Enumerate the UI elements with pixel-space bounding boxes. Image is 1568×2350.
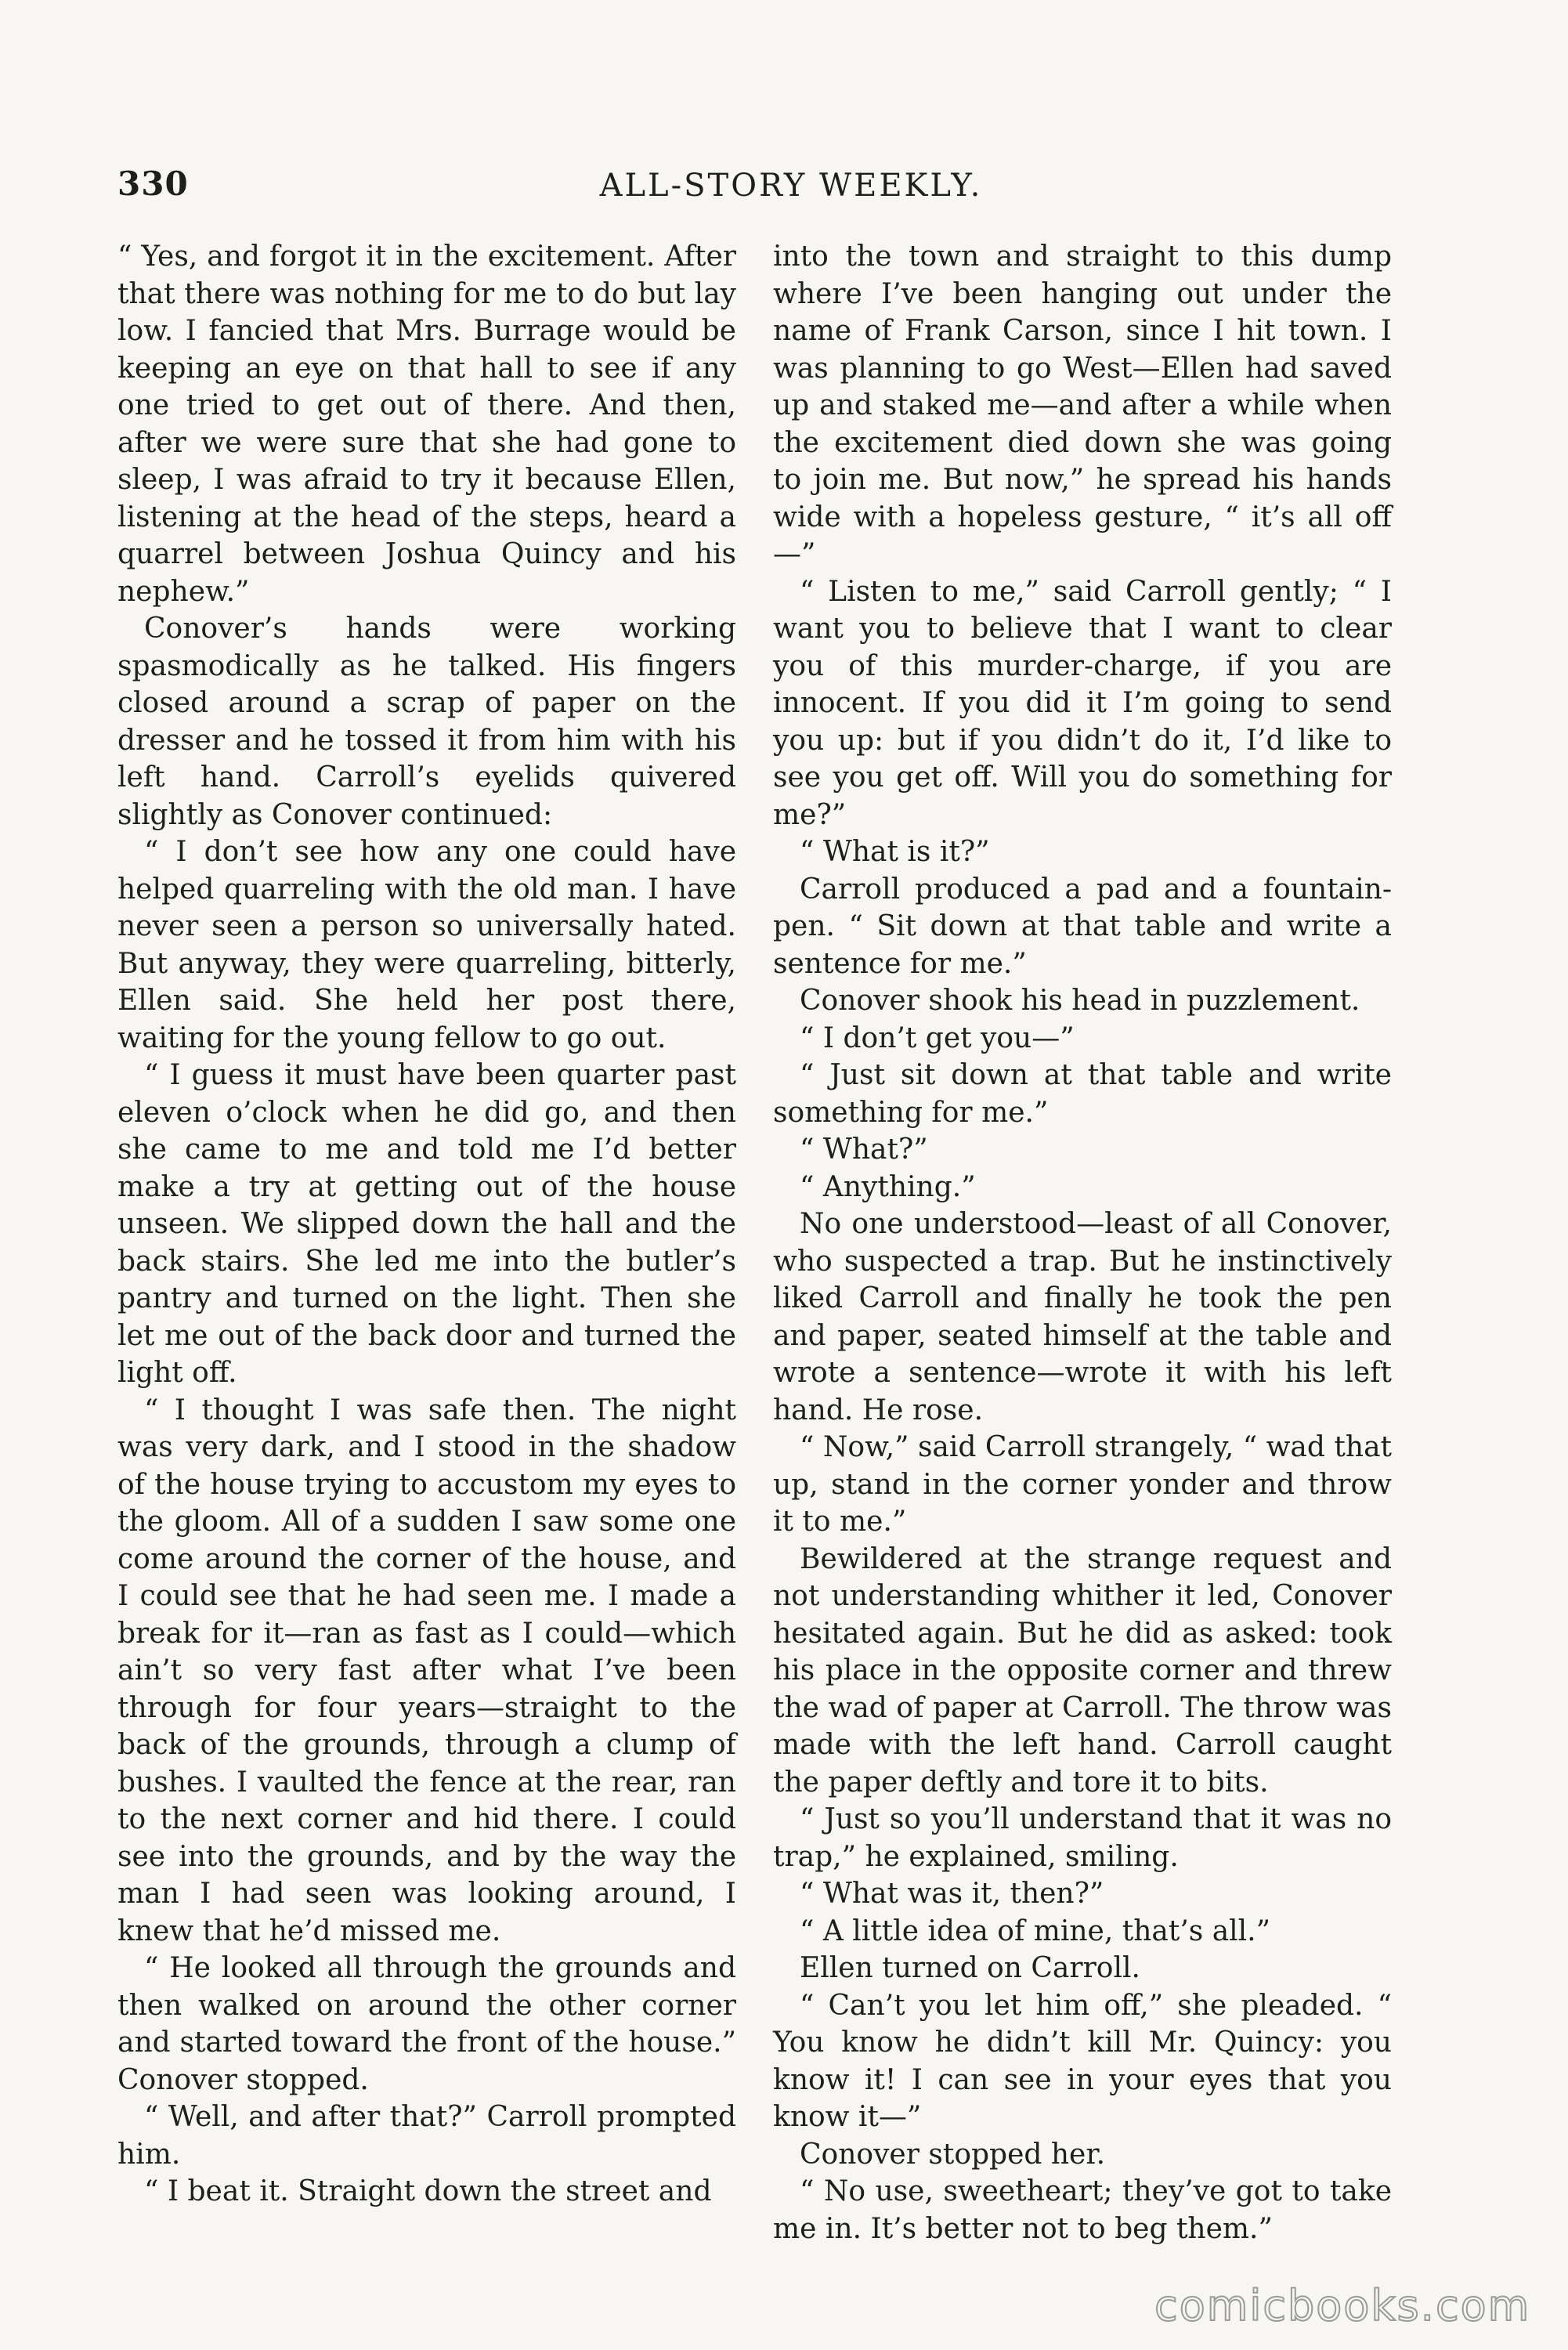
page-number: 330 <box>117 164 189 203</box>
paragraph: “ What was it, then?” <box>800 1878 1104 1910</box>
paragraph: “ Listen to me,” said Carroll gently; “ I want you to believe that I want to clear you of this murder-charge, if you are innocent. If you did it I’m going to send you up: but if you didn’t do it, I’d like to see you get off. Will you do something for me?” <box>773 575 1392 831</box>
right-column <box>773 238 1392 2247</box>
paragraph: No one understood—least of all Conover, who suspected a trap. But he instinctively liked Carroll and finally he took the pen and paper, seated himself at the table and wrote a sentence—wrote it with his left hand. He rose. <box>773 1208 1392 1426</box>
left-column <box>117 238 736 2211</box>
paragraph: “ Now,” said Carroll strangely, “ wad that up, stand in the corner yonder and throw it to me.” <box>773 1431 1392 1538</box>
paragraph: Bewildered at the strange request and not understanding whither it led, Conover hesitated again. But he did as asked: took his place in the opposite corner and threw the wad of paper at Carroll. The throw was made with the left hand. Carroll caught the paper deftly and tore it to bits. <box>773 1542 1392 1799</box>
paragraph: Ellen turned on Carroll. <box>800 1952 1140 1984</box>
paragraph: Conover stopped her. <box>800 2138 1106 2171</box>
paragraph: “ No use, sweetheart; they’ve got to take me in. It’s better not to beg them.” <box>773 2175 1392 2245</box>
paragraph: “ Yes, and forgot it in the excitement. After that there was nothing for me to do but lay low. I fancied that Mrs. Burrage would be keeping an eye on that hall to see if any one tried to get out of there. And then, after we were sure that she had gone to sleep, I was afraid to try it because Ellen, listening at the head of the steps, heard a quarrel between Joshua Quincy and his nephew.” <box>117 240 736 608</box>
watermark: comicbooks.com <box>1154 2281 1531 2330</box>
paragraph: “ Well, and after that?” Carroll prompted him. <box>117 2101 736 2171</box>
paragraph: “ A little idea of mine, that’s all.” <box>800 1914 1271 1947</box>
paragraph: “ Can’t you let him off,” she pleaded. “ You know he didn’t kill Mr. Quincy: you know it! I can see in your eyes that you know it—” <box>773 1989 1392 2133</box>
paragraph: Conover’s hands were working spasmodically as he talked. His fingers closed around a scrap of paper on the dresser and he tossed it from him with his left hand. Carroll’s eyelids quivered slightly as Conover continued: <box>117 613 736 831</box>
paragraph: “ I don’t see how any one could have helped quarreling with the old man. I have never seen a person so universally hated. But anyway, they were quarreling, bitterly, Ellen said. She held her post there, waiting for the young fellow to go out. <box>117 836 736 1054</box>
running-head: ALL-STORY WEEKLY. <box>599 168 983 204</box>
paragraph: “ Just sit down at that table and write something for me.” <box>773 1059 1392 1129</box>
paragraph: “ What?” <box>800 1133 928 1166</box>
paragraph: “ I thought I was safe then. The night was very dark, and I stood in the shadow of the house trying to accustom my eyes to the gloom. All of a sudden I saw some one come around the corner of the house, and I could see that he had seen me. I made a break for it—ran as fast as I could—which ain’t so very fast after what I’ve been through for four years—straight to the back of the grounds, through a clump of bushes. I vaulted the fence at the rear, ran to the next corner and hid there. I could see into the grounds, and by the way the man I had seen was looking around, I knew that he’d missed me. <box>117 1394 736 1947</box>
paragraph: “ He looked all through the grounds and then walked on around the other corner and started toward the front of the house.” Conover stopped. <box>117 1952 736 2096</box>
paragraph: “ What is it?” <box>800 836 990 868</box>
paragraph: “ Anything.” <box>800 1170 976 1203</box>
paragraph: “ I beat it. Straight down the street and <box>144 2175 712 2207</box>
paragraph: into the town and straight to this dump where I’ve been hanging out under the name of Frank Carson, since I hit town. I was planning to go West—Ellen had saved up and staked me—and after a while when the excitement died down she was going to join me. But now,” he spread his hands wide with a hopeless gesture, “ it’s all off—” <box>773 240 1392 570</box>
paragraph: “ I guess it must have been quarter past eleven o’clock when he did go, and then she came to me and told me I’d better make a try at getting out of the house unseen. We slipped down the hall and the back stairs. She led me into the butler’s pantry and turned on the light. Then she let me out of the back door and turned the light off. <box>117 1059 736 1389</box>
paragraph: “ Just so you’ll understand that it was no trap,” he explained, smiling. <box>773 1803 1392 1873</box>
paragraph: Carroll produced a pad and a fountain-pen. “ Sit down at that table and write a sentence for me.” <box>773 873 1392 980</box>
paragraph: “ I don’t get you—” <box>800 1021 1075 1054</box>
paragraph: Conover shook his head in puzzlement. <box>800 985 1360 1017</box>
